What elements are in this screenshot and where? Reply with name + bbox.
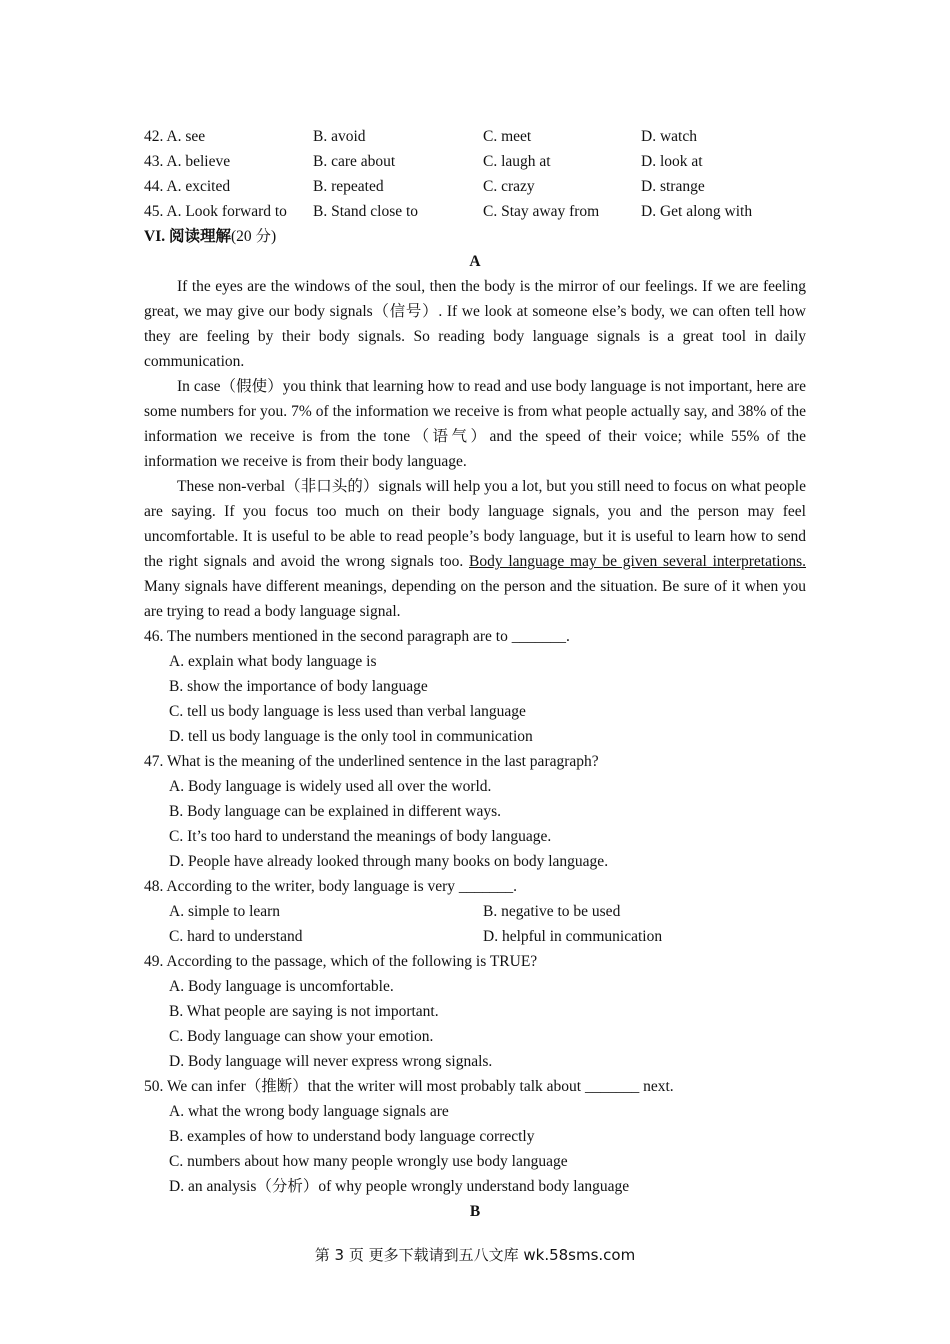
option: D. Get along with xyxy=(641,203,753,220)
answer-option: C. tell us body language is less used than verbal language xyxy=(169,703,526,720)
option: D. strange xyxy=(641,178,705,195)
page-footer: 第 3 页 更多下载请到五八文库 wk.58sms.com xyxy=(314,1246,636,1264)
section-title-text: VI. 阅读理解 xyxy=(144,228,231,245)
option: 44. A. excited xyxy=(144,178,231,195)
section-title xyxy=(144,224,806,249)
option: C. Stay away from xyxy=(483,203,600,220)
option: C. laugh at xyxy=(483,153,551,170)
question-49: 49. According to the passage, which of the following is TRUE? xyxy=(144,953,538,970)
question-46: 46. The numbers mentioned in the second paragraph are to _______. xyxy=(144,628,570,645)
options-row-45 xyxy=(144,199,806,224)
answer-option: C. numbers about how many people wrongly use body language xyxy=(169,1153,568,1170)
answer-option: A. explain what body language is xyxy=(169,653,377,670)
option: 42. A. see xyxy=(144,128,206,145)
paragraph-text: These non-verbal（非口头的）signals will help you a lot, but you still need to focus on what people are saying. If you focus too much on their body language signals, you and the person may feel uncomfortable. It is useful to be able to read people’s body language, but it is useful to learn how to send the right signals and avoid the wrong signals too. xyxy=(144,478,806,570)
underlined-sentence: Body language may be given several interpretations. xyxy=(469,553,806,570)
answer-option: A. Body language is uncomfortable. xyxy=(169,978,394,995)
question-50: 50. We can infer（推断）that the writer will most probably talk about _______ next. xyxy=(144,1078,674,1095)
answer-option: A. simple to learn xyxy=(169,903,281,920)
passage-b-heading: B xyxy=(469,1203,481,1220)
answer-option: C. It’s too hard to understand the meanings of body language. xyxy=(169,828,552,845)
answer-option: B. Body language can be explained in different ways. xyxy=(169,803,502,820)
answer-option: C. Body language can show your emotion. xyxy=(169,1028,434,1045)
answer-option: B. examples of how to understand body language correctly xyxy=(169,1128,535,1145)
option: B. repeated xyxy=(313,178,384,195)
answer-option: D. People have already looked through many books on body language. xyxy=(169,853,609,870)
option: B. avoid xyxy=(313,128,366,145)
answer-option: D. tell us body language is the only tool in communication xyxy=(169,728,533,745)
options-row-43 xyxy=(144,149,806,174)
passage-a-paragraph-1: If the eyes are the windows of the soul, then the body is the mirror of our feelings. If we are feeling great, we may give our body signals（信号）. If we look at someone else’s body, we can often tell how they are feeling by their body signals. So reading body language signals is a great tool in daily communication. xyxy=(144,278,806,370)
section-score: (20 分) xyxy=(230,228,277,245)
question-47: 47. What is the meaning of the underlined sentence in the last paragraph? xyxy=(144,753,599,770)
passage-a-paragraph-3 xyxy=(144,474,806,624)
paragraph-text: Many signals have different meanings, depending on the person and the situation. Be sure of it when you are trying to read a body language signal. xyxy=(144,578,806,620)
answer-option: B. show the importance of body language xyxy=(169,678,428,695)
option: D. look at xyxy=(641,153,703,170)
passage-a-heading: A xyxy=(469,253,481,270)
answer-option: B. What people are saying is not important. xyxy=(169,1003,439,1020)
option: B. care about xyxy=(313,153,396,170)
answer-option: C. hard to understand xyxy=(169,928,303,945)
options-row-42 xyxy=(144,124,806,149)
option: B. Stand close to xyxy=(313,203,419,220)
option: C. crazy xyxy=(483,178,535,195)
answer-options-row xyxy=(144,899,806,924)
answer-options-row xyxy=(144,924,806,949)
option: C. meet xyxy=(483,128,532,145)
answer-option: D. helpful in communication xyxy=(483,928,663,945)
answer-option: B. negative to be used xyxy=(483,903,621,920)
options-row-44 xyxy=(144,174,806,199)
exam-page xyxy=(144,124,806,1224)
answer-option: A. Body language is widely used all over the world. xyxy=(169,778,492,795)
answer-option: A. what the wrong body language signals are xyxy=(169,1103,449,1120)
option: D. watch xyxy=(641,128,697,145)
answer-option: D. an analysis（分析）of why people wrongly understand body language xyxy=(169,1178,630,1195)
option: 45. A. Look forward to xyxy=(144,203,287,220)
passage-a-paragraph-2: In case（假使）you think that learning how to read and use body language is not important, here are some numbers for you. 7% of the information we receive is from what people actually say, and 38% of the information we receive is from the tone（语气）and the speed of their voice; while 55% of the information we receive is from their body language. xyxy=(144,378,806,470)
option: 43. A. believe xyxy=(144,153,231,170)
question-48: 48. According to the writer, body language is very _______. xyxy=(144,878,518,895)
answer-option: D. Body language will never express wrong signals. xyxy=(169,1053,493,1070)
